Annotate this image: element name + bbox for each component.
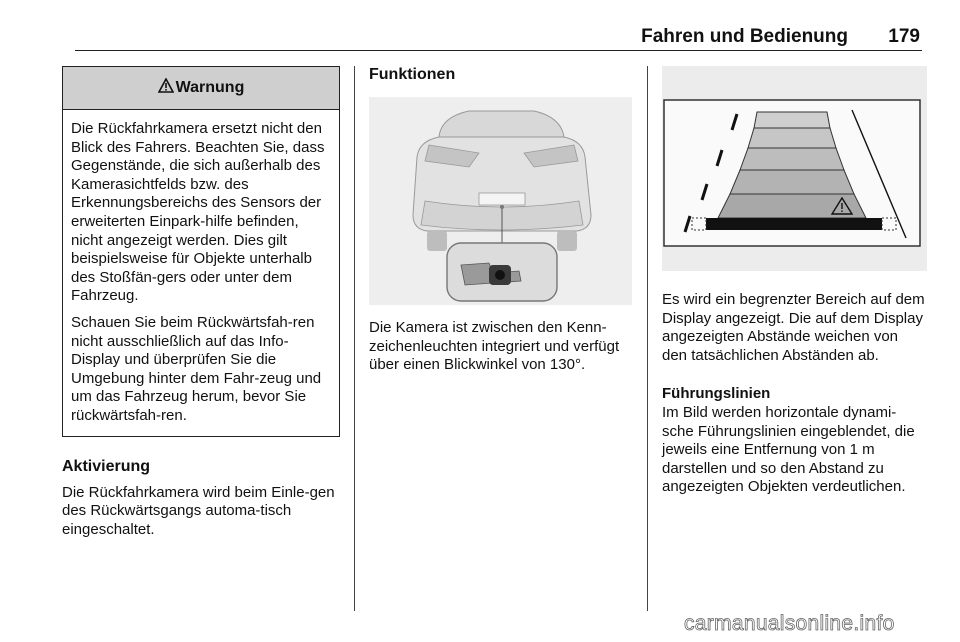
header-rule (75, 50, 922, 51)
watermark: carmanualsonline.info (684, 612, 895, 635)
warning-paragraph-2: Schauen Sie beim Rückwärtsfah-ren nicht ausschließlich auf das Info-Display und überprüfen Sie die Umgebung hinter dem Fahr-zeug und um das Fahrzeug herum, bevor Sie rückwärtsfah-ren. (71, 313, 322, 424)
page-number: 179 (888, 26, 920, 47)
column-left (62, 66, 340, 539)
column-divider-left (354, 66, 355, 611)
camera-display-illustration (662, 66, 927, 271)
header-title: Fahren und Bedienung (641, 26, 848, 47)
warning-body (63, 110, 339, 436)
warning-triangle-icon (158, 78, 174, 98)
funktionen-caption: Die Kamera ist zwischen den Kenn-zeichenleuchten integriert und verfügt über einen Blickwinkel von 130°. (369, 319, 620, 374)
column-right (662, 66, 927, 497)
warning-box (62, 66, 340, 437)
column-divider-right (647, 66, 648, 611)
funktionen-heading: Funktionen (369, 66, 456, 83)
display-text: Es wird ein begrenzter Bereich auf dem Display angezeigt. Die auf dem Display angezeigten Abstände weichen von den tatsächlichen Abständen ab. (662, 291, 925, 364)
aktivierung-text: Die Rückfahrkamera wird beim Einle-gen des Rückwärtsgangs automa-tisch eingeschaltet. (62, 483, 335, 538)
guidelines-heading: Führungslinien (662, 385, 771, 403)
rear-camera-illustration (369, 97, 632, 305)
warning-heading: Warnung (175, 79, 245, 96)
aktivierung-heading: Aktivierung (62, 457, 151, 475)
guidelines-text: Im Bild werden horizontale dynami-sche Führungslinien eingeblendet, die jeweils eine Entfernung von 1 m darstellen und so den Abstand zu angezeigten Objekten verdeutlichen. (662, 403, 915, 496)
warning-header (63, 67, 339, 110)
column-middle (369, 66, 632, 375)
warning-paragraph-1: Die Rückfahrkamera ersetzt nicht den Blick des Fahrers. Beachten Sie, dass Gegenstände, die sich außerhalb des Kamerasichtfelds bzw. des Erkennungsbereichs des Sensors der erweiterten Einpark-hilfe befinden, nicht angezeigt werden. Dies gilt beispielsweise für Objekte unterhalb des Stoßfän-gers oder unter dem Fahrzeug. (71, 120, 325, 305)
